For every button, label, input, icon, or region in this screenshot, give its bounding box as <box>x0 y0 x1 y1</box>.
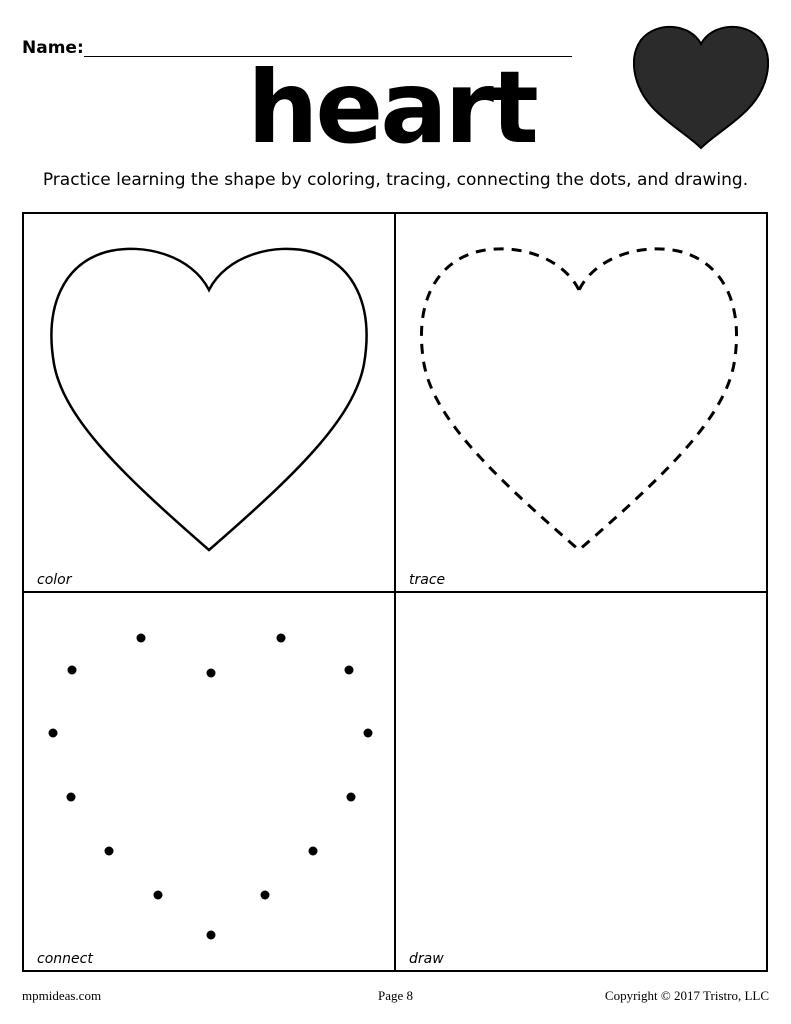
dot <box>261 891 270 900</box>
dot <box>207 669 216 678</box>
dot <box>309 847 318 856</box>
dot <box>345 666 354 675</box>
dot <box>364 729 373 738</box>
dot <box>347 793 356 802</box>
worksheet-grid <box>22 212 768 972</box>
trace-panel[interactable] <box>396 214 766 593</box>
dot <box>277 634 286 643</box>
dot <box>68 666 77 675</box>
trace-label: trace <box>409 572 446 588</box>
footer-site: mpmideas.com <box>22 988 102 1003</box>
connect-label: connect <box>37 951 93 967</box>
filled-heart-icon <box>633 22 769 150</box>
dot <box>49 729 58 738</box>
dot-heart-icon <box>24 593 394 970</box>
footer-copyright: Copyright © 2017 Tristro, LLC <box>604 988 769 1003</box>
dot <box>137 634 146 643</box>
draw-label: draw <box>409 951 444 967</box>
dot <box>207 931 216 940</box>
dot <box>154 891 163 900</box>
page-title: heart <box>247 49 536 166</box>
dot <box>67 793 76 802</box>
connect-panel[interactable] <box>24 593 396 970</box>
instructions-text: Practice learning the shape by coloring, tracing, connecting the dots, and drawing. <box>42 170 749 190</box>
dashed-heart-icon <box>396 214 766 591</box>
color-label: color <box>37 572 72 588</box>
dot <box>105 847 114 856</box>
color-panel[interactable] <box>24 214 396 593</box>
outline-heart-icon <box>24 214 394 591</box>
draw-panel[interactable] <box>396 593 766 970</box>
name-label: Name: <box>22 38 84 58</box>
footer-page-number: Page 8 <box>377 988 414 1003</box>
